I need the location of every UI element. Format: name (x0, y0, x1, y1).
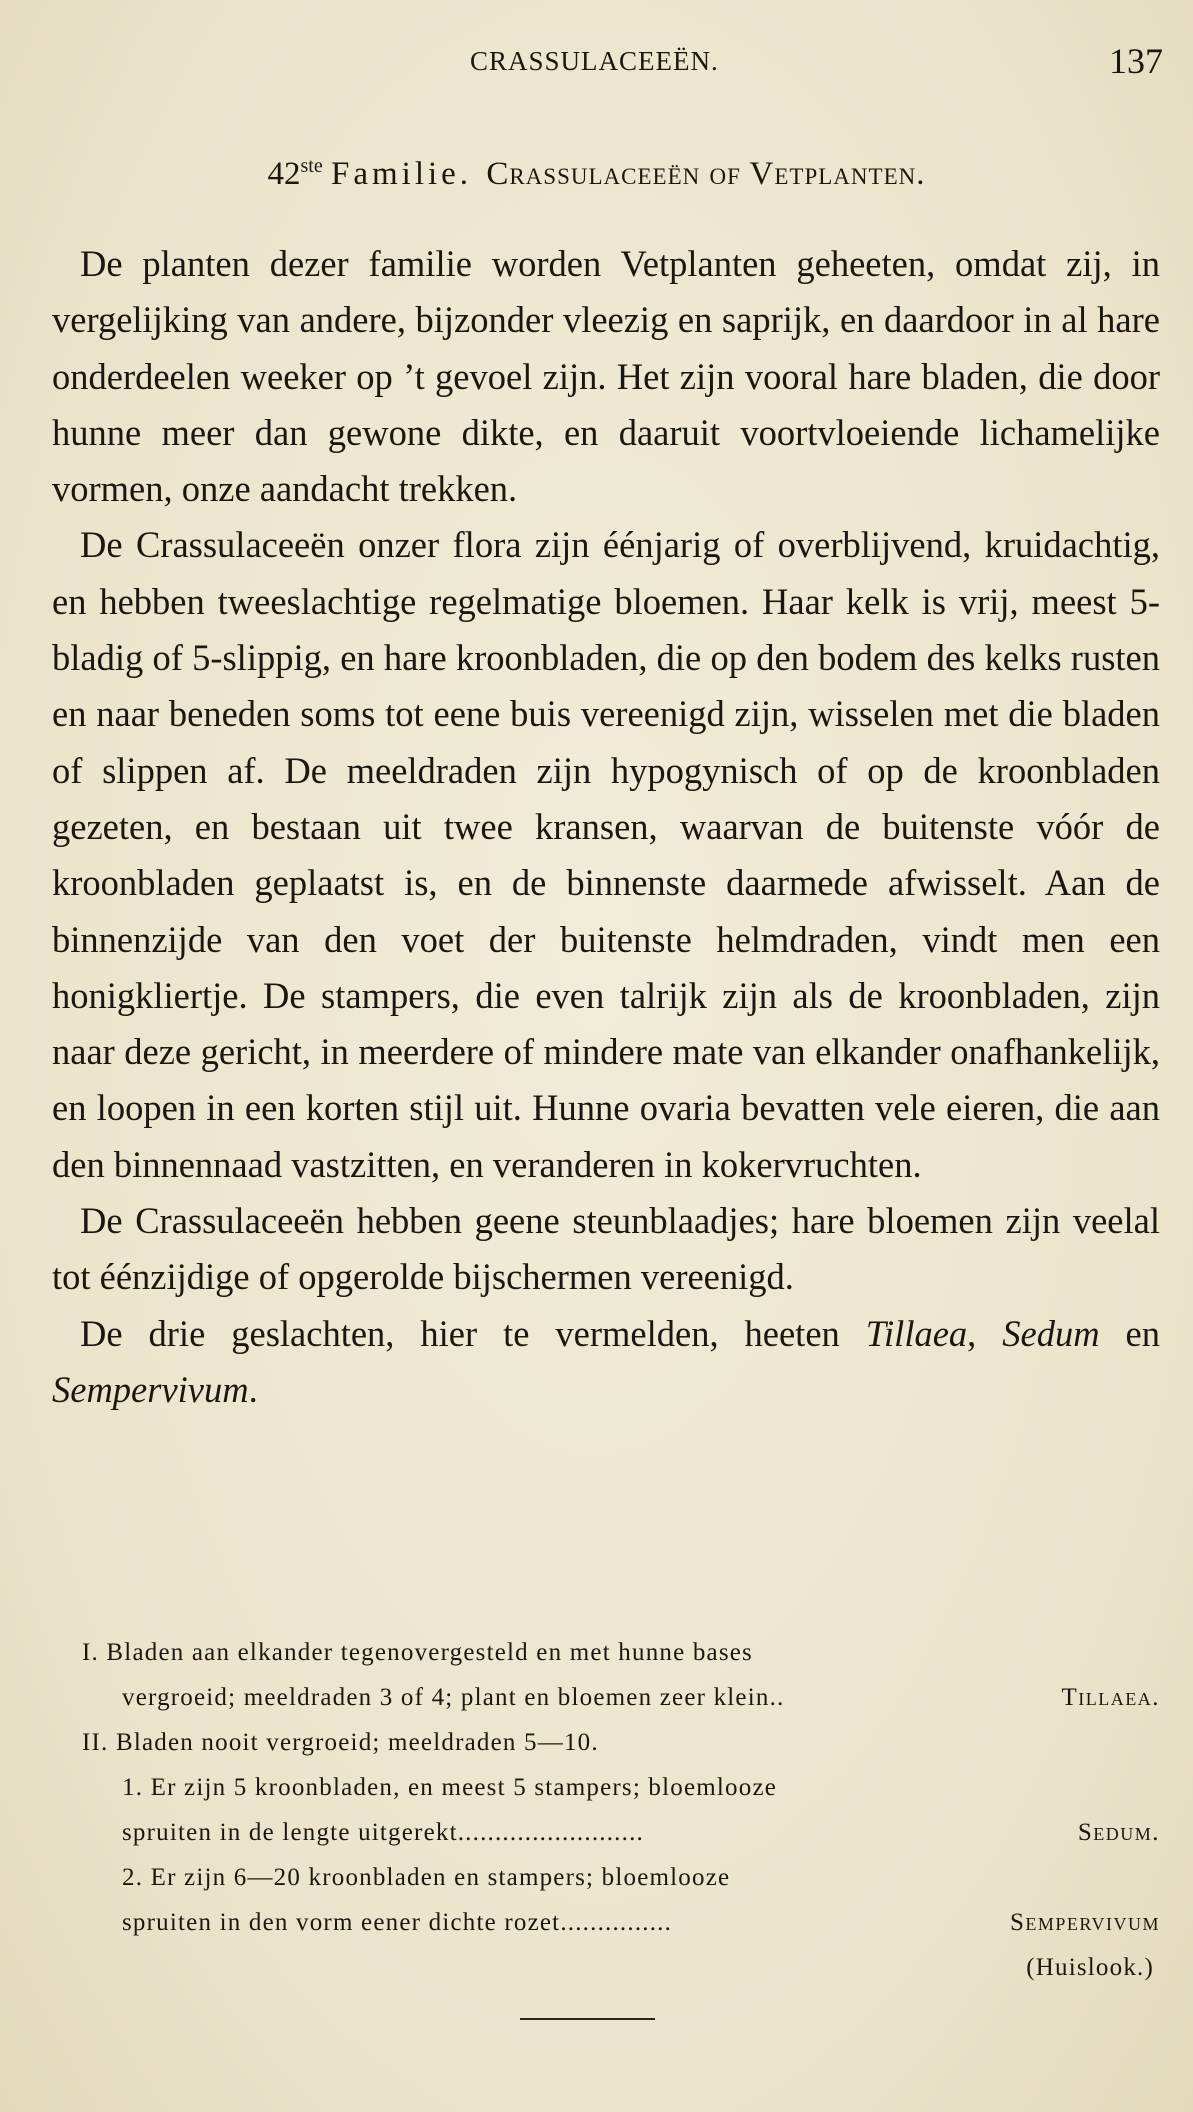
key-result-sempervivum: Sempervivum (1010, 1909, 1160, 1936)
genera-end-text: . (248, 1368, 258, 1410)
key-entry-1-line-2 (52, 1675, 1160, 1720)
key-entry-1-line-1 (52, 1630, 1160, 1675)
body-text (52, 236, 1160, 1418)
paragraph-stipules: De Crassulaceeën hebben geene steunblaadjes; hare bloemen zijn veelal tot éénzijdige of opgerolde bijschermen vereenigd. (52, 1200, 1160, 1298)
running-head: CRASSULACEEËN. (470, 46, 719, 76)
key-entry-text: spruiten in de lengte uitgerekt......................... (122, 1819, 644, 1846)
closing-rule (520, 2018, 655, 2020)
key-result-sedum: Sedum. (1077, 1819, 1160, 1846)
genus-sempervivum: Sempervivum (52, 1368, 249, 1410)
key-entry-2b-line-2 (52, 1900, 1160, 1945)
key-entry-text: 2. Er zijn 6—20 kroonbladen en stampers; bloemlooze (122, 1864, 731, 1891)
key-entry-text: vergroeid; meeldraden 3 of 4; plant en bloemen zeer klein.. (122, 1684, 785, 1711)
genera-intro-text: De drie geslachten, hier te vermelden, heeten (80, 1312, 866, 1354)
key-entry-2-line-1 (52, 1720, 1160, 1765)
chapter-ordinal-suffix: ste (300, 155, 323, 177)
genera-separator-1: , (967, 1312, 1003, 1354)
key-entry-text: II. Bladen nooit vergroeid; meeldraden 5—10. (82, 1729, 599, 1756)
key-entry-text: 1. Er zijn 5 kroonbladen, en meest 5 stampers; bloemlooze (122, 1774, 778, 1801)
key-entry-2a-line-1 (52, 1765, 1160, 1810)
genus-sedum: Sedum (1002, 1312, 1100, 1354)
key-entry-text: I. Bladen aan elkander tegenovergesteld en met hunne bases (82, 1639, 753, 1666)
key-entry-2a-line-2 (52, 1810, 1160, 1855)
key-common-name: (Huislook.) (1026, 1954, 1154, 1981)
page-number: 137 (1109, 41, 1163, 81)
identification-key (52, 1630, 1160, 1990)
chapter-heading (0, 155, 1193, 193)
genus-tillaea: Tillaea (865, 1312, 968, 1354)
paragraph-intro: De planten dezer familie worden Vetplanten geheeten, omdat zij, in vergelijking van andere, bijzonder vleezig en saprijk, en daardoor in al hare onderdeelen weeker op ’t gevoel zijn. Het zijn vooral hare bladen, die door hunne meer dan gewone dikte, en daaruit voortvloeiende lichamelijke vormen, onze aandacht trekken. (52, 243, 1160, 510)
chapter-title: Crassulaceeën of Vetplanten. (486, 156, 926, 192)
key-result-tillaea: Tillaea. (1061, 1684, 1160, 1711)
key-entry-2b-line-1 (52, 1855, 1160, 1900)
genera-separator-2: en (1099, 1312, 1160, 1354)
chapter-family-word: Familie. (330, 156, 473, 192)
key-entry-text: spruiten in den vorm eener dichte rozet............... (122, 1909, 673, 1936)
paragraph-genera (52, 1306, 1160, 1419)
chapter-ordinal: 42 (267, 156, 301, 192)
paragraph-characteristics: De Crassulaceeën onzer flora zijn éénjarig of overblijvend, kruidachtig, en hebben tweeslachtige regelmatige bloemen. Haar kelk is vrij, meest 5-bladig of 5-slippig, en hare kroonbladen, die op den bodem des kelks rusten en naar beneden soms tot eene buis vereenigd zijn, wisselen met die bladen of slippen af. De meeldraden zijn hypogynisch of op de kroonbladen gezeten, en bestaan uit twee kransen, waarvan de buitenste vóór de kroonbladen geplaatst is, en de binnenste daarmede afwisselt. Aan de binnenzijde van den voet der buitenste helmdraden, vindt men een honigkliertje. De stampers, die even talrijk zijn als de kroonbladen, zijn naar deze gericht, in meerdere of mindere mate van elkander onafhankelijk, en loopen in een korten stijl uit. Hunne ovaria bevatten vele eieren, die aan den binnennaad vastzitten, en veranderen in kokervruchten. (52, 524, 1160, 1185)
